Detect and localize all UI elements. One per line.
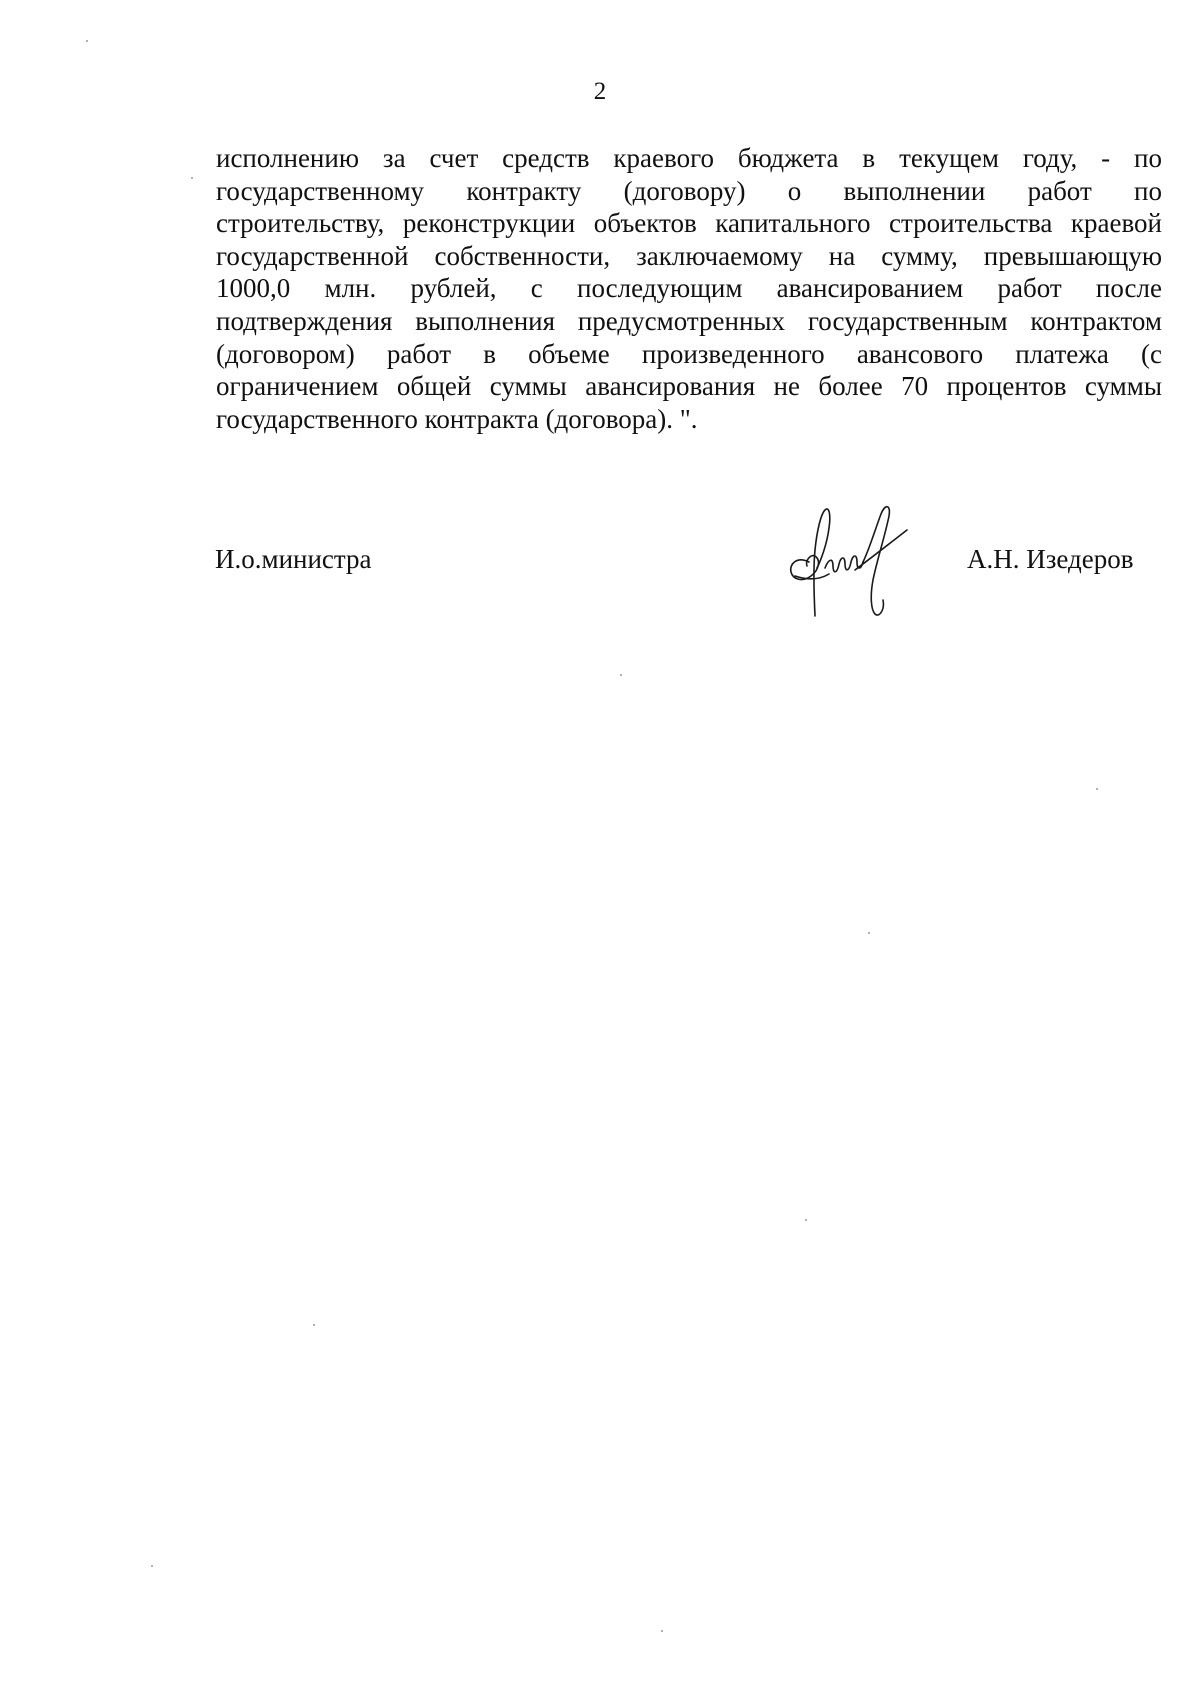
body-line: государственного контракта (договора). ". bbox=[216, 403, 698, 434]
body-line: подтверждения выполнения предусмотренных государственным контрактом bbox=[216, 305, 1162, 336]
signatory-name: А.Н. Изедеров bbox=[967, 544, 1134, 574]
handwritten-signature bbox=[785, 500, 915, 618]
body-line: ограничением общей суммы авансирования не более 70 процентов суммы bbox=[216, 371, 1162, 402]
signatory-title: И.о.министра bbox=[215, 544, 372, 574]
signature-block bbox=[0, 500, 1200, 620]
scan-speck bbox=[313, 1324, 315, 1326]
body-line: строительству, реконструкции объектов капитального строительства краевой bbox=[216, 208, 1162, 239]
scan-speck bbox=[620, 674, 622, 676]
body-line: государственному контракту (договору) о выполнении работ по bbox=[216, 175, 1162, 206]
body-line: (договором) работ в объеме произведенного авансового платежа (с bbox=[216, 338, 1162, 369]
body-line: исполнению за счет средств краевого бюджета в текущем году, - по bbox=[216, 143, 1162, 173]
scan-speck bbox=[1096, 788, 1098, 790]
body-line: государственной собственности, заключаемому на сумму, превышающую bbox=[216, 240, 1162, 271]
scan-speck bbox=[661, 1630, 663, 1632]
scan-speck bbox=[868, 932, 870, 934]
body-line: 1000,0 млн. рублей, с последующим авансированием работ после bbox=[216, 273, 1162, 304]
scan-speck bbox=[191, 177, 193, 179]
scan-speck bbox=[151, 1565, 153, 1567]
scan-speck bbox=[86, 40, 88, 42]
page-number: 2 bbox=[593, 78, 607, 105]
body-paragraph bbox=[216, 142, 1162, 435]
scan-speck bbox=[805, 1219, 807, 1221]
